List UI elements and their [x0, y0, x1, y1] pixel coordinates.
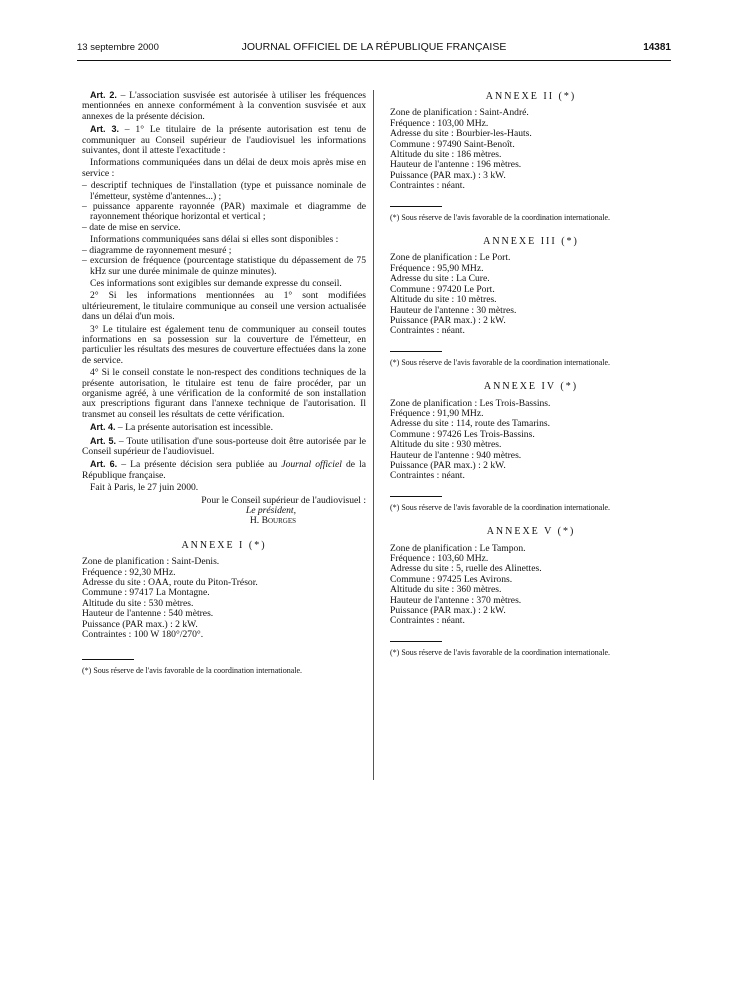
annexe-line: Puissance (PAR max.) : 2 kW. [390, 314, 506, 326]
annexe-line: Puissance (PAR max.) : 2 kW. [82, 618, 198, 630]
annexe-line: Hauteur de l'antenne : 370 mètres. [390, 594, 522, 606]
footnote: (*) Sous réserve de l'avis favorable de la coordination internationale. [390, 212, 611, 222]
column-divider [373, 90, 374, 780]
list-item: – excursion de fréquence (pourcentage statistique du dépassement de 75 kHz sur une durée minimale de quinze minutes). [82, 255, 366, 277]
annexe-5 [390, 527, 672, 658]
page-header [77, 40, 671, 56]
footnote-rule [390, 641, 442, 642]
annexe-line: Altitude du site : 930 mètres. [390, 439, 502, 451]
journal-officiel-italic: Journal officiel [281, 459, 342, 471]
article-5-text: – Toute utilisation d'une sous-porteuse doit être autorisée par le Conseil supérieur de l'audiovisuel. [82, 435, 366, 457]
article-2-text: – L'association susvisée est autorisée à utiliser les fréquences mentionnées en annexe conformément à la convention susvisée et aux annexes de la présente décision. [82, 90, 366, 122]
annexe-title: ANNEXE V (*) [486, 526, 576, 538]
annexe-title: ANNEXE IV (*) [483, 381, 579, 393]
annexe-line: Altitude du site : 360 mètres. [390, 584, 502, 596]
annexe-3 [390, 237, 672, 368]
annexe-1 [82, 541, 366, 676]
article-6 [82, 459, 366, 481]
annexe-line: Commune : 97425 Les Avirons. [390, 573, 513, 585]
annexe-line: Commune : 97490 Saint-Benoît. [390, 138, 515, 150]
annexe-line: Zone de planification : Les Trois-Bassins. [390, 397, 551, 409]
annexe-line: Commune : 97417 La Montagne. [82, 587, 210, 599]
annexe-line: Zone de planification : Le Tampon. [390, 542, 526, 554]
annexe-line: Fréquence : 95,90 MHz. [390, 262, 484, 274]
annexe-line: Adresse du site : OAA, route du Piton-Trésor. [82, 577, 258, 589]
annexe-line: Adresse du site : Bourbier-les-Hauts. [390, 128, 532, 140]
annexe-line: Zone de planification : Saint-Denis. [82, 556, 220, 568]
annexe-line: Altitude du site : 530 mètres. [82, 597, 194, 609]
article-6-label: Art. 6. [90, 459, 118, 470]
annexe-line: Commune : 97426 Les Trois-Bassins. [390, 428, 535, 440]
article-5-label: Art. 5. [90, 435, 117, 446]
info-delay-heading: Informations communiquées dans un délai de deux mois après mise en service : [82, 157, 366, 179]
annexe-line: Altitude du site : 186 mètres. [390, 149, 502, 161]
article-2-label: Art. 2. [90, 90, 117, 100]
annexe-line: Puissance (PAR max.) : 2 kW. [390, 605, 506, 617]
annexe-line: Altitude du site : 10 mètres. [390, 294, 497, 306]
info-nodelay-heading: Informations communiquées sans délai si elles sont disponibles : [90, 234, 339, 246]
list-item: – descriptif techniques de l'installation (type et puissance nominale de l'émetteur, système d'antennes...) ; [82, 180, 366, 202]
annexe-title: ANNEXE III (*) [483, 236, 579, 248]
paragraph-3: 3° Le titulaire est également tenu de communiquer au conseil toutes informations en sa possession sur la couverture de l'émetteur, en particulier les résultats des mesures de couverture effectuées dans la zone de service. [82, 323, 366, 366]
annexe-line: Adresse du site : La Cure. [390, 273, 490, 285]
publication-date: 13 septembre 2000 [77, 42, 159, 53]
fait-a-paris: Fait à Paris, le 27 juin 2000. [90, 482, 199, 494]
right-column [390, 92, 672, 658]
annexe-line: Fréquence : 103,60 MHz. [390, 553, 489, 564]
annexe-line: Contraintes : néant. [390, 470, 465, 482]
header-rule [77, 60, 671, 61]
signature-name: H. Bourges [249, 515, 296, 527]
article-6-text-b: de la République française. [82, 459, 367, 481]
annexe-line: Contraintes : néant. [390, 180, 465, 192]
annexe-line: Puissance (PAR max.) : 2 kW. [390, 459, 506, 471]
annexe-line: Fréquence : 92,30 MHz. [82, 566, 176, 578]
footnote-rule [82, 659, 134, 660]
footnote-rule [390, 351, 442, 352]
signature-pour: Pour le Conseil supérieur de l'audiovisuel : [201, 494, 366, 506]
annexe-line: Puissance (PAR max.) : 3 kW. [390, 169, 506, 181]
annexe-line: Contraintes : 100 W 180°/270°. [82, 629, 204, 641]
annexe-line: Contraintes : néant. [390, 615, 465, 627]
article-3-label: Art. 3. [90, 124, 119, 135]
list-item: – date de mise en service. [82, 221, 181, 233]
article-3 [82, 124, 366, 156]
footnote: (*) Sous réserve de l'avis favorable de la coordination internationale. [390, 647, 611, 657]
footnote: (*) Sous réserve de l'avis favorable de la coordination internationale. [390, 357, 611, 367]
article-4 [82, 422, 366, 433]
paragraph-4: 4° Si le conseil constate le non-respect des conditions techniques de la présente autorisation, le titulaire est tenu de faire procéder, par un organisme agréé, à une vérification de la conformité de son installation aux prescriptions figurant dans l'annexe technique de l'autorisation. Il transmet au conseil les résultats de cette vérification. [82, 367, 366, 420]
annexe-line: Fréquence : 91,90 MHz. [390, 407, 484, 419]
article-4-label: Art. 4. [90, 422, 116, 433]
footnote: (*) Sous réserve de l'avis favorable de la coordination internationale. [390, 502, 611, 512]
list-item: – diagramme de rayonnement mesuré ; [82, 244, 232, 256]
left-column [82, 90, 366, 676]
journal-title: JOURNAL OFFICIEL DE LA RÉPUBLIQUE FRANÇAISE [241, 41, 507, 53]
article-6-text-a: – La présente décision sera publiée au [117, 459, 282, 471]
signature-president [82, 506, 366, 516]
annexe-line: Hauteur de l'antenne : 30 mètres. [390, 304, 517, 316]
annexe-line: Adresse du site : 5, ruelle des Alinettes. [390, 563, 542, 575]
footnote-rule [390, 496, 442, 497]
annexe-line: Contraintes : néant. [390, 325, 465, 337]
annexe-line: Zone de planification : Saint-André. [390, 107, 529, 119]
article-2 [82, 90, 366, 122]
annexe-line: Adresse du site : 114, route des Tamarins. [390, 418, 550, 430]
annexe-line: Hauteur de l'antenne : 540 mètres. [82, 608, 214, 620]
paragraph-2: 2° Si les informations mentionnées au 1° sont modifiées ultérieurement, le titulaire communique au conseil une version actualisée dans un délai d'un mois. [82, 290, 366, 323]
annexe-title: ANNEXE I (*) [181, 539, 267, 551]
exigibles-paragraph: Ces informations sont exigibles sur demande expresse du conseil. [90, 277, 342, 289]
list-item: – puissance apparente rayonnée (PAR) maximale et diagramme de rayonnement théorique horizontal et vertical ; [82, 201, 366, 223]
page-number: 14381 [643, 42, 671, 53]
annexe-line: Zone de planification : Le Port. [390, 252, 511, 264]
article-3-text: – 1° Le titulaire de la présente autorisation est tenu de communiquer au Conseil supérieur de l'audiovisuel les informations suivantes, dont il atteste l'exactitude : [82, 124, 366, 157]
annexe-title: ANNEXE II (*) [485, 91, 577, 102]
footnote: (*) Sous réserve de l'avis favorable de la coordination internationale. [82, 665, 303, 675]
article-5 [82, 436, 366, 458]
annexe-line: Hauteur de l'antenne : 940 mètres. [390, 449, 522, 461]
footnote-rule [390, 206, 442, 207]
annexe-line: Fréquence : 103,00 MHz. [390, 117, 489, 129]
article-4-text: – La présente autorisation est incessible. [115, 422, 273, 434]
president-title: Le président, [245, 505, 296, 517]
annexe-4 [390, 382, 672, 513]
annexe-2 [390, 92, 672, 223]
annexe-line: Hauteur de l'antenne : 196 mètres. [390, 159, 522, 171]
annexe-line: Commune : 97420 Le Port. [390, 283, 495, 295]
